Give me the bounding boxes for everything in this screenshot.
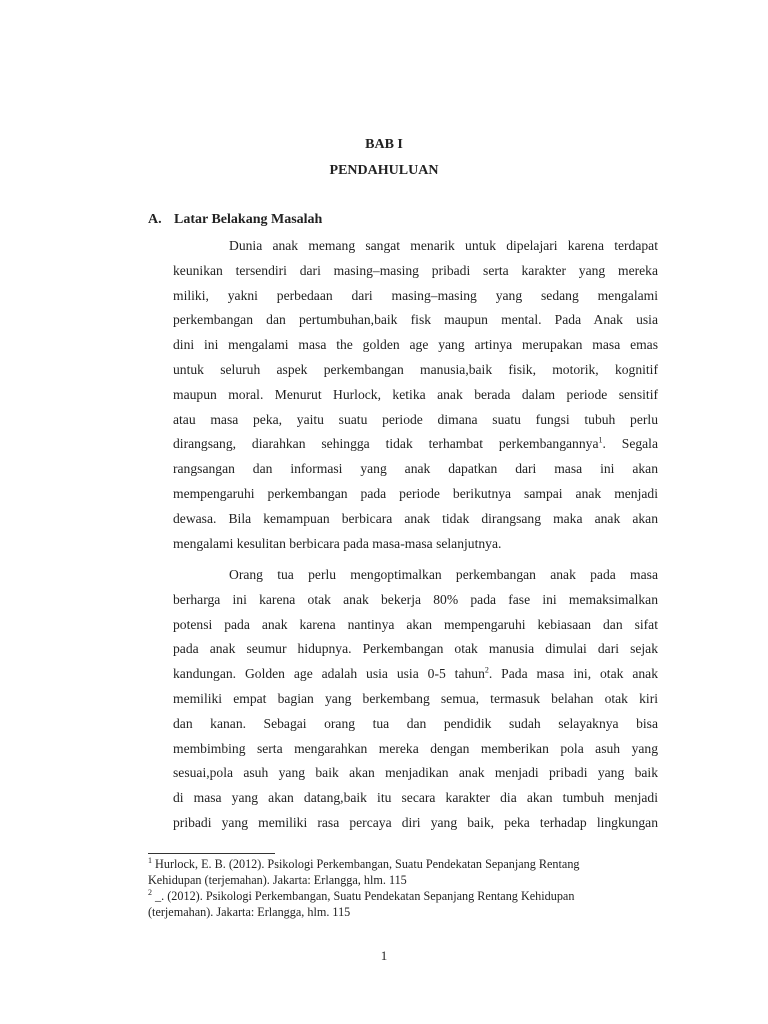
footnotes xyxy=(148,856,658,920)
footnote-2 xyxy=(148,888,658,920)
footnote-text: Kehidupan (terjemahan). Jakarta: Erlangga, hlm. 115 xyxy=(148,873,407,887)
paragraph-line: pada anak seumur hidupnya. Perkembangan otak manusia dimulai dari sejak xyxy=(173,641,658,657)
line-text: dirangsang, diarahkan sehingga tidak terhambat perkembangannya xyxy=(173,436,599,452)
section-heading xyxy=(148,212,322,228)
paragraph-line xyxy=(173,662,658,687)
paragraph-line: dan kanan. Sebagai orang tua dan pendidik sudah selayaknya bisa xyxy=(173,715,658,731)
footnote-1 xyxy=(148,856,658,888)
paragraph-line: Dunia anak memang sangat menarik untuk dipelajari karena terdapat xyxy=(229,238,658,253)
paragraph-line: perkembangan dan pertumbuhan,baik fisk maupun mental. Pada Anak usia xyxy=(173,312,658,328)
paragraph-line: atau masa peka, yaitu suatu periode dimana suatu fungsi tubuh perlu xyxy=(173,411,658,427)
line-text: . Pada masa ini, otak anak xyxy=(488,666,658,682)
page-number: 1 xyxy=(380,948,388,963)
paragraph-line: miliki, yakni perbedaan dari masing–masing yang sedang mengalami xyxy=(173,287,658,303)
paragraph-1 xyxy=(173,234,658,556)
footnote-text: _. (2012). Psikologi Perkembangan, Suatu Pendekatan Sepanjang Rentang Kehidupan xyxy=(155,889,575,903)
chapter-label: BAB I xyxy=(365,137,403,152)
footnote-ref-2: 2 xyxy=(484,665,489,675)
chapter-title: PENDAHULUAN xyxy=(329,163,439,178)
footnote-text: Hurlock, E. B. (2012). Psikologi Perkembangan, Suatu Pendekatan Sepanjang Rentang xyxy=(155,857,580,871)
section-number: A. xyxy=(148,212,162,227)
paragraph-line: pribadi yang memiliki rasa percaya diri yang baik, peka terhadap lingkungan xyxy=(173,814,658,830)
paragraph-line: mempengaruhi perkembangan pada periode berikutnya sampai anak menjadi xyxy=(173,485,658,501)
footnote-separator xyxy=(148,853,275,854)
paragraph-line: di masa yang akan datang,baik itu secara karakter dia akan tumbuh menjadi xyxy=(173,790,658,806)
paragraph-line: sesuai,pola asuh yang baik akan menjadikan anak menjadi pribadi yang baik xyxy=(173,765,658,781)
paragraph-line: maupun moral. Menurut Hurlock, ketika anak berada dalam periode sensitif xyxy=(173,386,658,402)
footnote-ref-1: 1 xyxy=(598,435,603,445)
paragraph-line: mengalami kesulitan berbicara pada masa-masa selanjutnya. xyxy=(173,535,502,551)
paragraph-line: membimbing serta mengarahkan mereka dengan memberikan pola asuh yang xyxy=(173,740,658,756)
footnote-mark: 1 xyxy=(148,855,152,865)
footnote-mark: 2 xyxy=(148,887,152,897)
paragraph-line xyxy=(173,432,658,457)
footnote-text: (terjemahan). Jakarta: Erlangga, hlm. 115 xyxy=(148,905,351,919)
paragraph-line: rangsangan dan informasi yang anak dapatkan dari masa ini akan xyxy=(173,461,658,477)
line-text: . Segala xyxy=(602,436,658,452)
paragraph-line: potensi pada anak karena nantinya akan mempengaruhi kebiasaan dan sifat xyxy=(173,616,658,632)
paragraph-2 xyxy=(173,563,658,836)
section-title: Latar Belakang Masalah xyxy=(174,212,323,227)
paragraph-line: untuk seluruh aspek perkembangan manusia,baik fisik, motorik, kognitif xyxy=(173,361,658,377)
paragraph-line: dini ini mengalami masa the golden age yang artinya merupakan masa emas xyxy=(173,337,658,353)
paragraph-line: Orang tua perlu mengoptimalkan perkembangan anak pada masa xyxy=(229,567,658,582)
paragraph-line: dewasa. Bila kemampuan berbicara anak tidak dirangsang maka anak akan xyxy=(173,510,658,526)
line-text: kandungan. Golden age adalah usia usia 0-5 tahun xyxy=(173,666,485,682)
paragraph-line: berharga ini karena otak anak bekerja 80% pada fase ini memaksimalkan xyxy=(173,591,658,607)
paragraph-line: keunikan tersendiri dari masing–masing pribadi serta karakter yang mereka xyxy=(173,262,658,278)
paragraph-line: memiliki empat bagian yang berkembang semua, termasuk belahan otak kiri xyxy=(173,690,658,706)
